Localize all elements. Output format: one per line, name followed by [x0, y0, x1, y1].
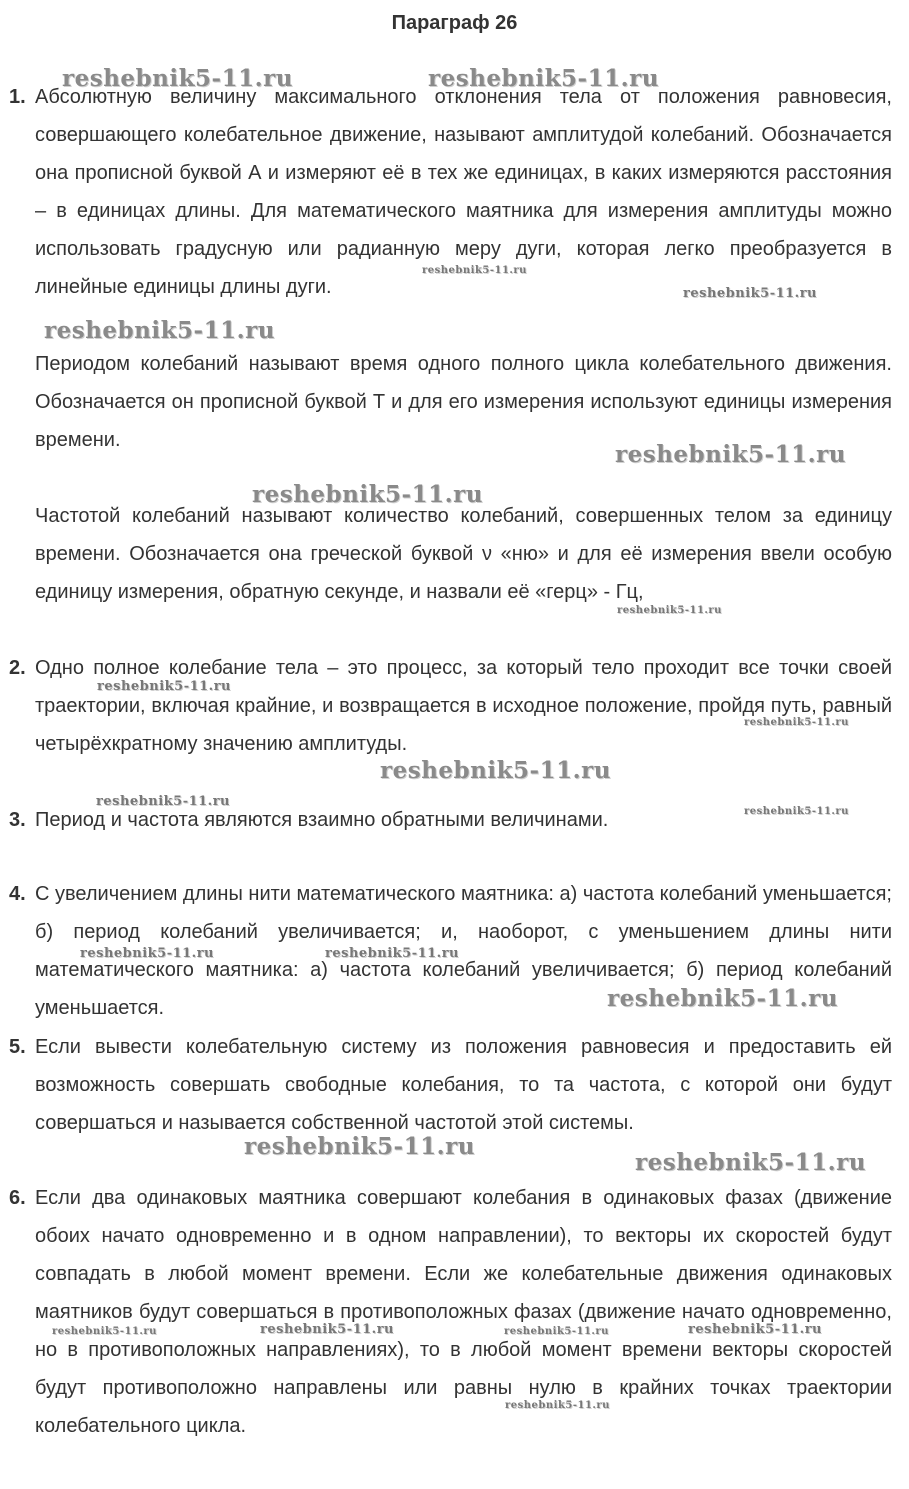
watermark-text: reshebnik5-11.ru	[380, 757, 611, 784]
answer-paragraph: Абсолютную величину максимального отклонения тела от положения равновесия, совершающего колебательное движение, называют амплитудой колебаний. Обозначается она прописной буквой А и измеряют её в тех же единицах, в каких измеряются расстояния – в единицах длины. Для математического маятника для измерения амплитуды можно использовать градусную или радианную меру дуги, которая легко преобразуется в линейные единицы длины дуги.	[35, 86, 892, 298]
watermark-text: reshebnik5-11.ru	[96, 794, 231, 809]
watermark-text: reshebnik5-11.ru	[688, 1322, 823, 1337]
answer-paragraph: Одно полное колебание тела – это процесс, за который тело проходит все точки своей траектории, включая крайние, и возвращается в исходное положение, пройдя путь, равный четырёхкратному значению амплитуды.	[35, 657, 892, 755]
watermark-text: reshebnik5-11.ru	[505, 1400, 610, 1411]
answer-paragraph: Если вывести колебательную систему из положения равновесия и предоставить ей возможность совершать свободные колебания, то та частота, с которой они будут совершаться и называется собственной частотой этой системы.	[35, 1036, 892, 1134]
watermark-text: reshebnik5-11.ru	[252, 481, 483, 508]
watermark-text: reshebnik5-11.ru	[428, 65, 659, 92]
answer-paragraph: Если два одинаковых маятника совершают колебания в одинаковых фазах (движение обоих начато одновременно и в одном направлении), то векторы их скоростей будут совпадать в любой момент времени. Если же колебательные движения одинаковых маятников будут совершаться в противоположных фазах (движение начато одновременно, но в противоположных направлениях), то в любой момент времени векторы скоростей будут противоположно направлены или равны нулю в крайних точках траектории колебательного цикла.	[35, 1187, 892, 1437]
watermark-text: reshebnik5-11.ru	[52, 1326, 157, 1337]
watermark-text: reshebnik5-11.ru	[80, 946, 215, 961]
answer-paragraph: Частотой колебаний называют количество колебаний, совершенных телом за единицу времени. Обозначается она греческой буквой ν «ню» и для её измерения ввели особую единицу измерения, обратную секунде, и назвали её «герц» - Гц,	[35, 505, 892, 603]
watermark-text: reshebnik5-11.ru	[635, 1149, 866, 1176]
watermark-text: reshebnik5-11.ru	[607, 985, 838, 1012]
answer-number: 1.	[9, 86, 26, 108]
watermark-text: reshebnik5-11.ru	[44, 317, 275, 344]
answer-paragraph: Период и частота являются взаимно обратными величинами.	[35, 809, 609, 831]
watermark-text: reshebnik5-11.ru	[62, 65, 293, 92]
watermark-text: reshebnik5-11.ru	[422, 265, 527, 276]
watermark-text: reshebnik5-11.ru	[504, 1326, 609, 1337]
answer-number: 2.	[9, 657, 26, 679]
answer-paragraph: Периодом колебаний называют время одного полного цикла колебательного движения. Обозначается он прописной буквой Т и для его измерения используют единицы измерения времени.	[35, 353, 892, 451]
watermark-text: reshebnik5-11.ru	[244, 1133, 475, 1160]
watermark-text: reshebnik5-11.ru	[325, 946, 460, 961]
watermark-text: reshebnik5-11.ru	[617, 605, 722, 616]
answer-number: 4.	[9, 883, 26, 905]
watermark-text: reshebnik5-11.ru	[97, 679, 232, 694]
watermark-text: reshebnik5-11.ru	[683, 286, 818, 301]
answer-number: 6.	[9, 1187, 26, 1209]
watermark-text: reshebnik5-11.ru	[744, 806, 849, 817]
answer-number: 5.	[9, 1036, 26, 1058]
watermark-text: reshebnik5-11.ru	[615, 441, 846, 468]
watermark-text: reshebnik5-11.ru	[260, 1322, 395, 1337]
answer-paragraph: С увеличением длины нити математического маятника: а) частота колебаний уменьшается; б) период колебаний увеличивается; и, наоборот, с уменьшением длины нити математического маятника: а) частота колебаний увеличивается; б) период колебаний уменьшается.	[35, 883, 892, 1019]
watermark-text: reshebnik5-11.ru	[744, 717, 849, 728]
answer-number: 3.	[9, 809, 26, 831]
page-title: Параграф 26	[391, 12, 518, 34]
